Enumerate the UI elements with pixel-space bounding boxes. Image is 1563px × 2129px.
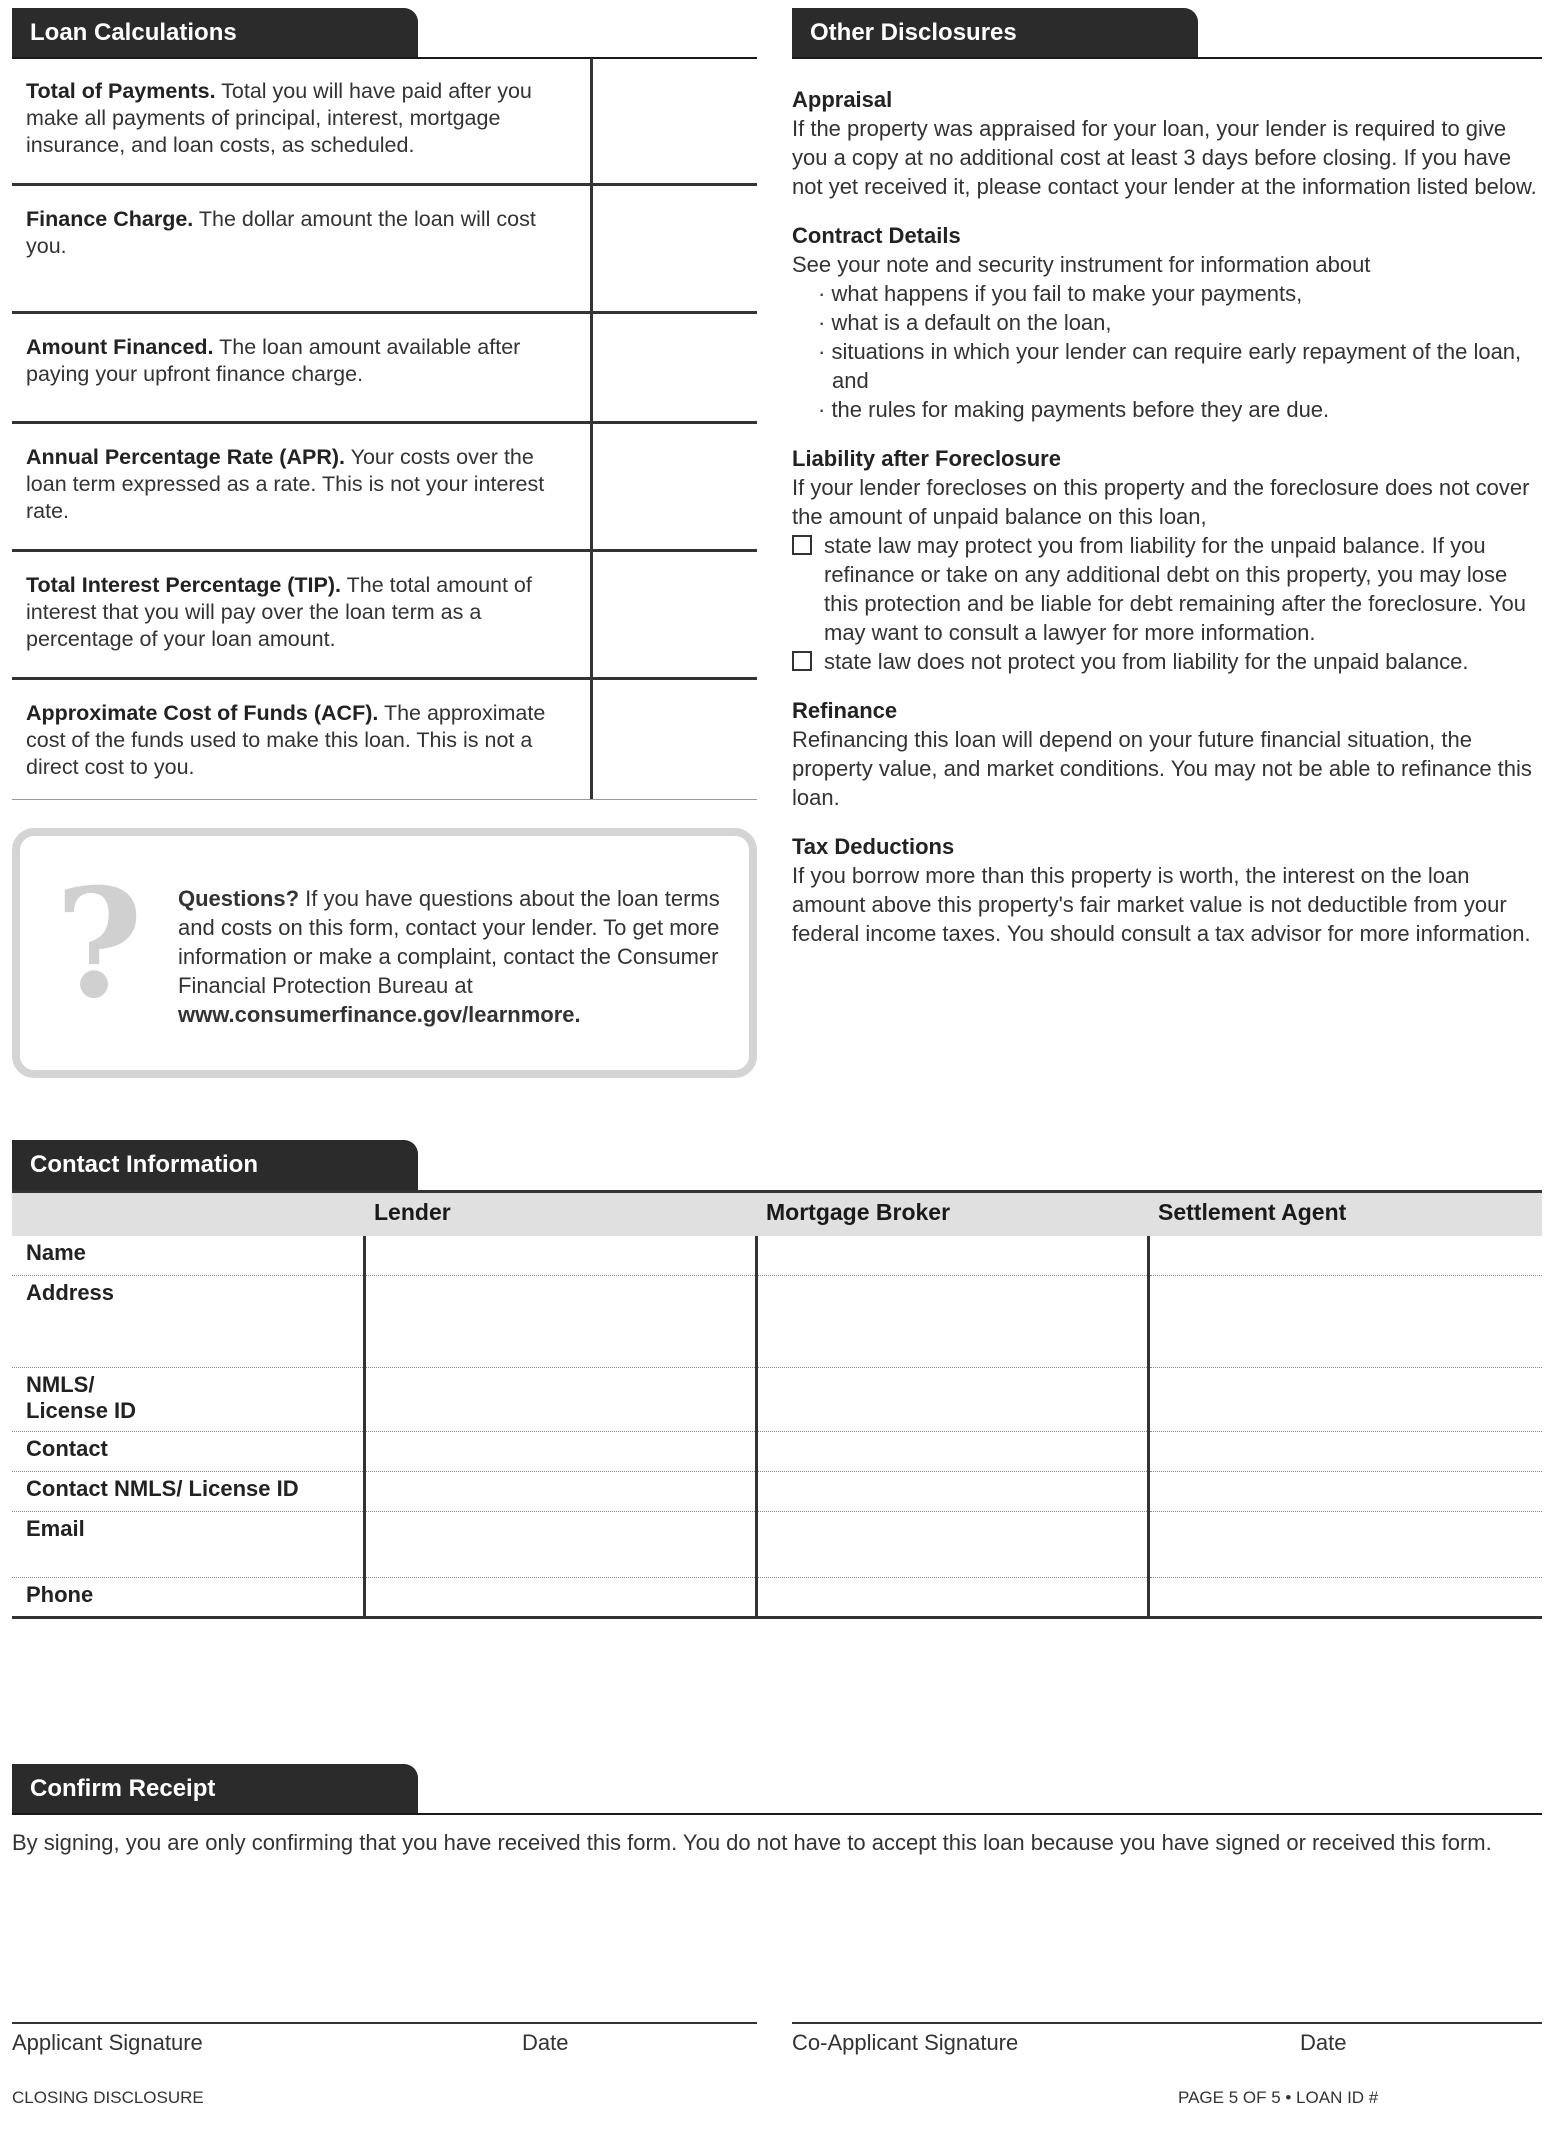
liability-option-no-protect [792, 647, 1542, 676]
broker-phone-cell[interactable] [756, 1578, 1148, 1618]
appraisal-heading: Appraisal [792, 87, 893, 112]
calc-separator [590, 552, 593, 677]
broker-email-cell[interactable] [756, 1512, 1148, 1578]
calc-row-finance-charge [12, 186, 757, 314]
questions-text [178, 884, 738, 1029]
calc-row-total-of-payments [12, 58, 757, 186]
row-label-address: Address [12, 1276, 364, 1368]
liability-block [792, 444, 1542, 676]
appraisal-block [792, 85, 1542, 201]
calc-desc: The loan amount available after paying your upfront finance charge. [26, 335, 521, 386]
lender-phone-cell[interactable] [364, 1578, 756, 1618]
broker-nmls-cell[interactable] [756, 1368, 1148, 1432]
applicant-signature-line[interactable] [12, 2022, 757, 2024]
calc-separator [590, 314, 593, 421]
list-item: · the rules for making payments before they are due. [818, 397, 1330, 422]
question-mark-icon: ? [55, 856, 143, 1032]
row-label-email: Email [12, 1512, 364, 1578]
lender-address-cell[interactable] [364, 1276, 756, 1368]
loan-calculations-header: Loan Calculations [12, 8, 418, 58]
lender-contact-cell[interactable] [364, 1432, 756, 1472]
calc-separator [590, 186, 593, 311]
broker-contact-cell[interactable] [756, 1432, 1148, 1472]
row-label-phone: Phone [12, 1578, 364, 1618]
confirm-receipt-text: By signing, you are only confirming that you have received this form. You do not have to accept this loan because you have signed or received this form. [12, 1830, 1492, 1855]
table-row [12, 1512, 1542, 1578]
questions-lead: Questions? [178, 886, 300, 911]
state-law-protects-checkbox[interactable] [792, 535, 812, 555]
liability-option-protect [792, 531, 1542, 647]
liability-option-protect-text: state law may protect you from liability for the unpaid balance. If you refinance or take on any additional debt on this property, you may lose this protection and be liable for debt remaining after the foreclosure. You may want to consult a lawyer for more information. [824, 533, 1527, 645]
calc-separator [590, 58, 593, 183]
lender-name-cell[interactable] [364, 1236, 756, 1276]
calc-desc: Your costs over the loan term expressed as a rate. This is not your interest rate. [26, 445, 545, 523]
agent-nmls-cell[interactable] [1148, 1368, 1542, 1432]
contact-information-header: Contact Information [12, 1140, 418, 1190]
calc-text [26, 700, 571, 781]
contract-details-block [792, 221, 1542, 424]
table-header-row [12, 1192, 1542, 1236]
calc-term: Total of Payments. [26, 79, 216, 103]
calc-text [26, 334, 571, 388]
calc-text [26, 78, 571, 159]
co-applicant-signature-label: Co-Applicant Signature [792, 2030, 1019, 2055]
list-item: · what happens if you fail to make your payments, [818, 281, 1303, 306]
list-item: · what is a default on the loan, [818, 310, 1112, 335]
footer-page-number: PAGE 5 OF 5 • LOAN ID # [1178, 2088, 1379, 2107]
refinance-block [792, 696, 1542, 812]
contract-details-list [818, 279, 1542, 424]
tax-deductions-heading: Tax Deductions [792, 834, 955, 859]
agent-address-cell[interactable] [1148, 1276, 1542, 1368]
calc-row-amount-financed [12, 314, 757, 424]
tax-deductions-block [792, 832, 1542, 948]
broker-contact-nmls-cell[interactable] [756, 1472, 1148, 1512]
liability-option-no-protect-text: state law does not protect you from liability for the unpaid balance. [824, 649, 1469, 674]
other-disclosures-header: Other Disclosures [792, 8, 1198, 58]
agent-contact-nmls-cell[interactable] [1148, 1472, 1542, 1512]
applicant-date-label: Date [522, 2030, 569, 2055]
questions-body: If you have questions about the loan terms and costs on this form, contact your lender. To get more information or make a complaint, contact the Consumer Financial Protection Bureau at [178, 886, 720, 998]
lender-nmls-cell[interactable] [364, 1368, 756, 1432]
agent-name-cell[interactable] [1148, 1236, 1542, 1276]
table-row [12, 1236, 1542, 1276]
refinance-text: Refinancing this loan will depend on your future financial situation, the property value, and market conditions. You may not be able to refinance this loan. [792, 727, 1532, 810]
contract-details-heading: Contract Details [792, 223, 961, 248]
contract-details-intro: See your note and security instrument for information about [792, 252, 1371, 277]
nmls-line-2: License ID [26, 1398, 137, 1423]
footer-document-title: CLOSING DISCLOSURE [12, 2088, 204, 2107]
list-item: · situations in which your lender can require early repayment of the loan, and [818, 339, 1522, 393]
agent-contact-cell[interactable] [1148, 1432, 1542, 1472]
table-row [12, 1578, 1542, 1618]
row-label-nmls [12, 1368, 364, 1432]
table-row [12, 1276, 1542, 1368]
applicant-signature-label: Applicant Signature [12, 2030, 203, 2055]
nmls-line-1: NMLS/ [26, 1372, 95, 1397]
calc-term: Total Interest Percentage (TIP). [26, 573, 342, 597]
agent-phone-cell[interactable] [1148, 1578, 1542, 1618]
broker-address-cell[interactable] [756, 1276, 1148, 1368]
calc-row-apr [12, 424, 757, 552]
lender-contact-nmls-cell[interactable] [364, 1472, 756, 1512]
calc-row-tip [12, 552, 757, 680]
co-applicant-date-label: Date [1300, 2030, 1347, 2055]
lender-email-cell[interactable] [364, 1512, 756, 1578]
row-label-contact-nmls: Contact NMLS/ License ID [12, 1472, 364, 1512]
agent-email-cell[interactable] [1148, 1512, 1542, 1578]
other-disclosures-section [792, 85, 1542, 968]
questions-box [12, 828, 757, 1078]
table-row [12, 1472, 1542, 1512]
state-law-no-protect-checkbox[interactable] [792, 651, 812, 671]
calc-desc: The total amount of interest that you will pay over the loan term as a percentage of your loan amount. [26, 573, 532, 651]
calc-separator [590, 424, 593, 549]
calc-text [26, 444, 571, 525]
calc-term: Approximate Cost of Funds (ACF). [26, 701, 379, 725]
column-header-lender: Lender [364, 1192, 756, 1236]
cfpb-link[interactable]: www.consumerfinance.gov/learnmore. [178, 1002, 581, 1027]
other-disclosures-rule [792, 57, 1542, 59]
loan-calculations-table [12, 58, 757, 800]
table-row [12, 1368, 1542, 1432]
contact-information-table [12, 1190, 1542, 1619]
calc-term: Amount Financed. [26, 335, 214, 359]
calc-desc: The dollar amount the loan will cost you. [26, 207, 536, 258]
column-header-mortgage-broker: Mortgage Broker [756, 1192, 1148, 1236]
confirm-receipt-rule [12, 1813, 1542, 1815]
co-applicant-signature-line[interactable] [792, 2022, 1542, 2024]
appraisal-text: If the property was appraised for your loan, your lender is required to give you a copy at no additional cost at least 3 days before closing. If you have not yet received it, please contact your lender at the information listed below. [792, 116, 1537, 199]
column-header-blank [12, 1192, 364, 1236]
calc-separator [590, 680, 593, 799]
calc-text [26, 572, 571, 653]
column-header-settlement-agent: Settlement Agent [1148, 1192, 1542, 1236]
calc-row-acf [12, 680, 757, 800]
calc-term: Finance Charge. [26, 207, 194, 231]
tax-deductions-text: If you borrow more than this property is worth, the interest on the loan amount above this property's fair market value is not deductible from your federal income taxes. You should consult a tax advisor for more information. [792, 863, 1531, 946]
confirm-receipt-header: Confirm Receipt [12, 1764, 418, 1814]
calc-text [26, 206, 571, 260]
calc-term: Annual Percentage Rate (APR). [26, 445, 345, 469]
refinance-heading: Refinance [792, 698, 898, 723]
liability-heading: Liability after Foreclosure [792, 446, 1061, 471]
calc-desc: Total you will have paid after you make all payments of principal, interest, mortgage insurance, and loan costs, as scheduled. [26, 79, 532, 157]
row-label-name: Name [12, 1236, 364, 1276]
broker-name-cell[interactable] [756, 1236, 1148, 1276]
row-label-contact: Contact [12, 1432, 364, 1472]
liability-intro: If your lender forecloses on this property and the foreclosure does not cover the amount of unpaid balance on this loan, [792, 475, 1530, 529]
table-row [12, 1432, 1542, 1472]
calc-desc: The approximate cost of the funds used to make this loan. This is not a direct cost to you. [26, 701, 546, 779]
